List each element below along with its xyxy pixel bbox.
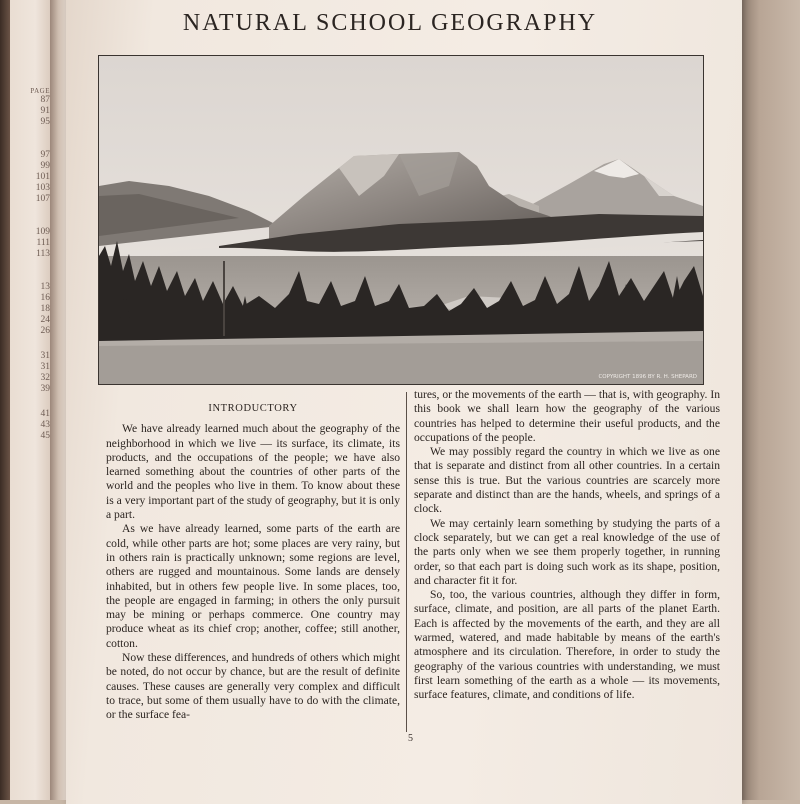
page-ref: 32 xyxy=(40,373,50,383)
page-number: 5 xyxy=(408,733,413,744)
facing-page-numbers xyxy=(10,88,50,443)
paragraph: So, too, the various countries, although they differ in form, surface, climate, and position, are all parts of the planet Earth. Each is affected by the movements of the earth, and they are all warmed, watered, and made habitable by means of the earth's atmosphere and its circulation. Therefore, in order to study the geography of the various countries with understanding, we must first learn something of the earth as a whole — its movements, surface features, climate, and conditions of life. xyxy=(414,588,720,702)
image-credit: COPYRIGHT 1896 BY R. H. SHEPARD xyxy=(598,374,697,380)
page-ref: 45 xyxy=(40,431,50,441)
page-ref: 95 xyxy=(40,117,50,127)
page-ref: 16 xyxy=(40,293,50,303)
page-ref: 91 xyxy=(40,106,50,116)
page-ref: 111 xyxy=(36,238,50,248)
page-ref: 41 xyxy=(40,409,50,419)
page-ref: 39 xyxy=(40,384,50,394)
page-ref: 43 xyxy=(40,420,50,430)
page-ref: 109 xyxy=(35,227,50,237)
paragraph: We have already learned much about the geography of the neighborhood in which we live — its surface, its climate, its products, and the occupations of the people; we have also learned something about the countries of other parts of the world and the peoples who live in them. To know about these is a very important part of the study of geography, but it is only a part. xyxy=(106,422,400,522)
page-ref: 99 xyxy=(40,161,50,171)
page-ref: 113 xyxy=(36,249,50,259)
column-divider xyxy=(406,392,407,732)
paragraph-continuation: tures, or the movements of the earth — that is, with geography. In this book we shall learn how the geography of the various countries has helped to determine their useful products, and the occupations of the people. xyxy=(414,388,720,444)
paragraph: We may certainly learn something by studying the parts of a clock separately, but we can get a real knowledge of the use of the parts only when we see them properly together, in running order, so that each part is doing such work as its shape, position, and character fit it for. xyxy=(414,516,720,587)
book-cover-edge xyxy=(0,0,10,800)
section-heading: INTRODUCTORY xyxy=(208,403,298,414)
page-ref: 13 xyxy=(40,282,50,292)
paragraph: As we have already learned, some parts of the earth are cold, while other parts are hot; some places are very rainy, but in others rain is practically unknown; some regions are level, others are rugged and mountainous. Some lands are densely inhabited, but in others few people live. In some places, too, the people are engaged in farming; in others the only pursuit may be mining or perhaps commerce. One country may produce wheat as its chief crop; another, coffee; still another, cotton. xyxy=(106,522,400,650)
facing-page xyxy=(10,0,52,800)
paragraph: We may possibly regard the country in which we live as one that is separate and distinct from all other countries. In a certain sense this is true. But the various countries are scarcely more separate and distinct than are the hands, wheels, and springs of a clock. xyxy=(414,445,720,516)
article-left-column xyxy=(106,402,400,723)
page-column-heading: PAGE xyxy=(30,87,50,95)
page-ref: 31 xyxy=(40,351,50,361)
page-ref: 18 xyxy=(40,304,50,314)
mountain-landscape-image xyxy=(99,56,703,384)
background-surface xyxy=(742,0,800,800)
article-right-column xyxy=(414,388,720,703)
page-ref: 31 xyxy=(40,362,50,372)
running-title: NATURAL SCHOOL GEOGRAPHY xyxy=(182,10,598,36)
page-ref: 24 xyxy=(40,315,50,325)
page-ref: 97 xyxy=(40,150,50,160)
page-ref: 87 xyxy=(40,95,50,105)
page-ref: 101 xyxy=(35,172,50,182)
landscape-illustration xyxy=(98,55,704,385)
page-ref: 26 xyxy=(40,326,50,336)
page-ref: 107 xyxy=(35,194,50,204)
paragraph: Now these differences, and hundreds of others which might be noted, do not occur by chance, but are the result of definite causes. These causes are generally very complex and difficult to trace, but some of them usually have to do with the climate, or the surface fea- xyxy=(106,651,400,722)
page-ref: 103 xyxy=(35,183,50,193)
